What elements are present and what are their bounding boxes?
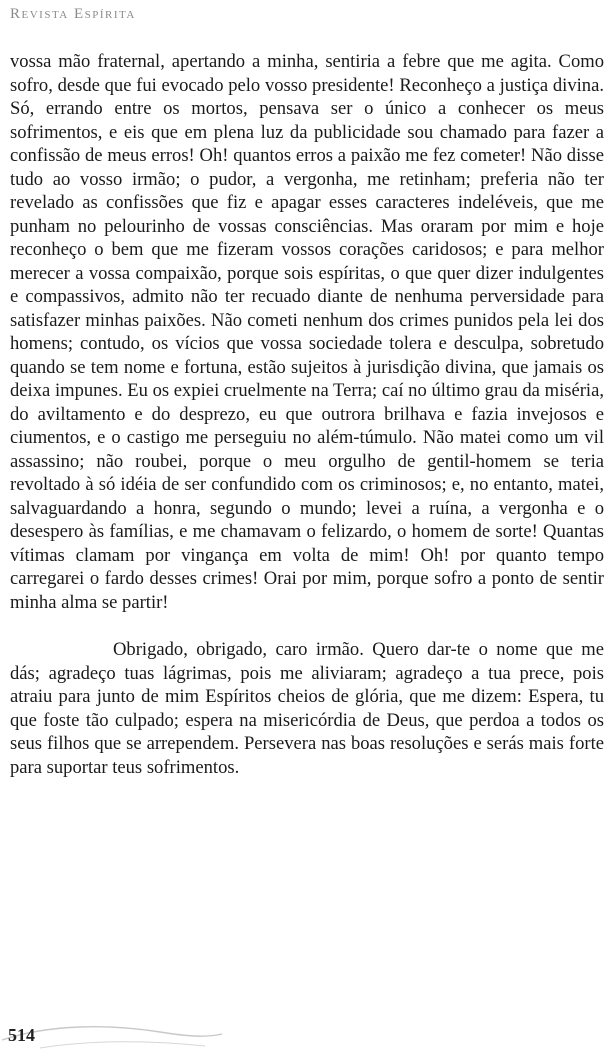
paragraph-2: Obrigado, obrigado, caro irmão. Quero dar-te o nome que me dás; agradeço tuas lágrimas, pois me aliviaram; agradeço a tua prece, pois atraiu para junto de mim Espíritos cheios de glória, que me dizem: Espera, tu que foste tão culpado; espera na misericórdia de Deus, que perdoa a todos os seus filhos que se arrependem. Persevera nas boas resoluções e serás mais forte para suportar teus sofrimentos. xyxy=(10,639,604,778)
paragraph-1: vossa mão fraternal, apertando a minha, sentiria a febre que me agita. Como sofro, desde que fui evocado pelo vosso presidente! Reconheço a justiça divina. Só, errando entre os mortos, pensava ser o único a conhecer os meus sofrimentos, e eis que em plena luz da publicidade sou chamado para fazer a confissão de meus erros! Oh! quantos erros a paixão me fez cometer! Não disse tudo ao vosso irmão; o pudor, a vergonha, me retinham; preferia não ter revelado as confissões que fiz e apagar esses caracteres indeléveis, que me punham no pelourinho de vossas consciências. Mas oraram por mim e hoje reconheço o bem que me fizeram vossos corações caridosos; e para melhor merecer a vossa compaixão, porque sois espíritas, o que quer dizer indulgentes e compassivos, admito não ter recuado diante de nenhuma perversidade para satisfazer minhas paixões. Não cometi nenhum dos crimes punidos pela lei dos homens; contudo, os vícios que vossa sociedade tolera e desculpa, sobretudo quando se tem nome e fortuna, estão sujeitos à jurisdição divina, que jamais os deixa impunes. Eu os expiei cruelmente na Terra; caí no último grau da miséria, do aviltamento e do desprezo, eu que outrora brilhava e fazia invejosos e ciumentos, e o castigo me perseguiu no além-túmulo. Não matei como um vil assassino; não roubei, porque o meu orgulho de gentil-homem se teria revoltado à só idéia de ser confundido com os criminosos; e, no entanto, matei, salvaguardando a honra, segundo o mundo; levei a ruína, a vergonha e o desespero às famílias, e me chamavam o felizardo, o homem de sorte! Quantas vítimas clamam por vingança em volta de mim! Oh! por quanto tempo carregarei o fardo desses crimes! Orai por mim, porque sofro a ponto de sentir minha alma se partir! xyxy=(10,51,604,613)
page-number: 514 xyxy=(8,1025,35,1045)
running-header: Revista Espírita xyxy=(10,6,136,22)
body-text xyxy=(10,50,604,779)
